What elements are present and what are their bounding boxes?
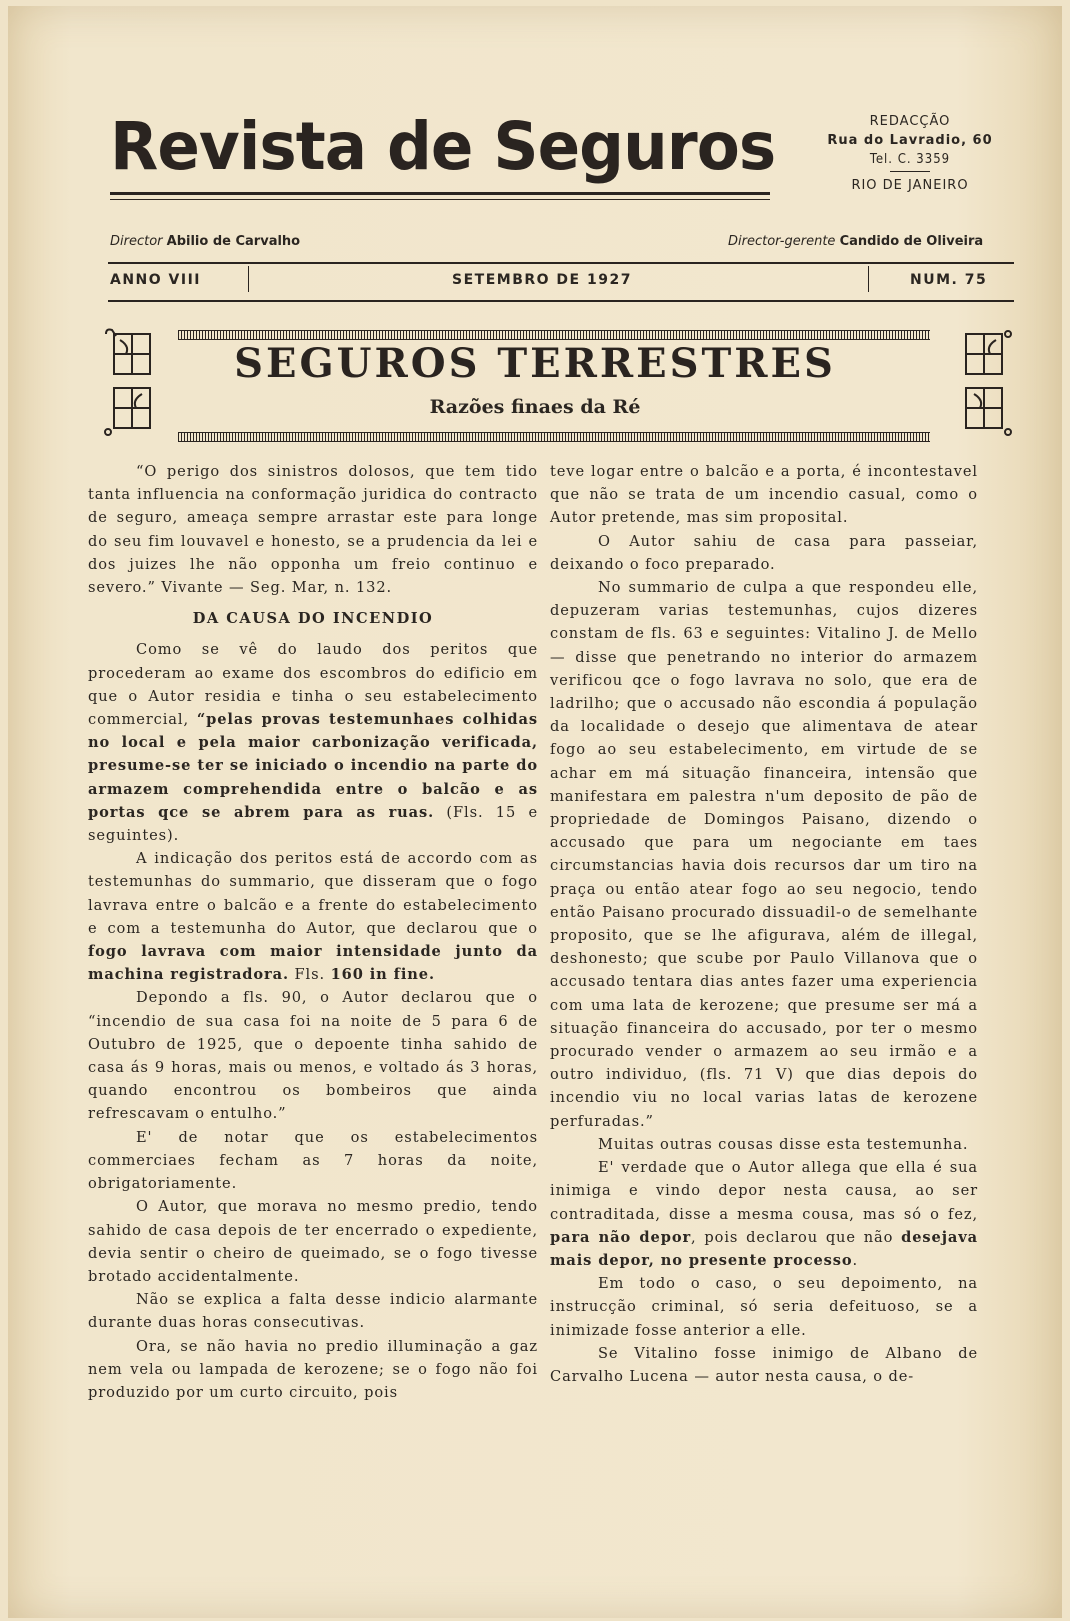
left-paragraph-2: Como se vê do laudo dos peritos que procederam ao exame dos escombros do edificio em que o Autor residia e tinha o seu estabelecimento commercial, “pelas provas testemunhaes colhidas no local e pela maior carbonização verificada, presume-se ter se iniciado o incendio na parte do armazem comprehendida entre o balcão e as portas qce se abrem para as ruas. (Fls. 15 e seguintes).: [88, 641, 538, 845]
redaccao-block: [800, 112, 1020, 195]
article-subtitle: Razões finaes da Ré: [429, 396, 641, 418]
right-paragraph-5: E' verdade que o Autor allega que ella é sua inimiga e vindo depor nesta causa, ao ser contraditada, disse a mesma cousa, mas só o fez, para não depor, pois declarou que não desejava mais depor, no presente processo.: [550, 1159, 978, 1269]
director-role: Director: [110, 234, 163, 249]
right-paragraph-1: teve logar entre o balcão e a porta, é incontestavel que não se trata de um incendio casual, como o Autor pretende, mas sim proposital.: [550, 463, 978, 527]
issue-date: SETEMBRO DE 1927: [452, 272, 632, 288]
left-paragraph-7: Não se explica a falta desse indicio alarmante durante duas horas consecutivas.: [88, 1291, 538, 1332]
redaccao-divider: [890, 171, 930, 172]
redaccao-phone: Tel. C. 3359: [869, 152, 951, 167]
right-column: [550, 460, 978, 1388]
manager-credit: [728, 234, 983, 249]
article-title: SEGUROS TERRESTRES: [234, 340, 836, 387]
left-paragraph-6: O Autor, que morava no mesmo predio, tendo sahido de casa depois de ter encerrado o expediente, devia sentir o cheiro de queimado, se o fogo tivesse brotado accidentalmente.: [88, 1198, 538, 1285]
director-credit: [110, 234, 300, 249]
issue-rule-top: [108, 262, 1014, 264]
right-paragraph-2: O Autor sahiu de casa para passeiar, deixando o foco preparado.: [550, 532, 978, 573]
redaccao-address: Rua do Lavradio, 60: [827, 133, 993, 148]
right-paragraph-7: Se Vitalino fosse inimigo de Albano de Carvalho Lucena — autor nesta causa, o de-: [550, 1344, 978, 1385]
banner-border-bottom: [178, 432, 930, 442]
redaccao-label: REDACÇÃO: [869, 114, 951, 129]
right-paragraph-3: No summario de culpa a que respondeu elle, depuzeram varias testemunhas, cujos dizeres constam de fls. 63 e seguintes: Vitalino J. de Mello — disse que penetrando no interior do armazem verificou qce o fogo lavrava no solo, que era de ladrilho; que o accusado não escondia á população da localidade o desejo que alimentava de atear fogo ao seu estabelecimento, em virtude de se achar em má situação financeira, intensão que manifestara em palestra n'um deposito de pão de propriedade de Domingos Paisano, dizendo o accusado que para um negociante em taes circumstancias havia dois recursos dar um tiro na praça ou então atear fogo ao seu negocio, tendo então Paisano procurado dissuadil-o de semelhante proposito, que se lhe afigurava, além de illegal, deshonesto; que scube por Paulo Villanova que o accusado tentara dias antes fazer uma experiencia com uma lata de kerozene; que presume ser má a situação financeira do accusado, por ter o mesmo procurado vender o armazem ao seu irmão e a outro individuo, (fls. 71 V) que dias depois do incendio viu no local varias latas de kerozene perfuradas.”: [550, 579, 978, 1130]
epigraph-quote: “O perigo dos sinistros dolosos, que tem tido tanta influencia na conformação juridica do contracto de seguro, ameaça sempre arrastar este para longe do seu fim louvavel e honesto, se a prudencia da lei e dos juizes lhe não opponha um freio continuo e severo.” Vivante — Seg. Mar, n. 132.: [88, 463, 538, 597]
issue-number: NUM. 75: [910, 272, 988, 288]
left-paragraph-4: Depondo a fls. 90, o Autor declarou que o “incendio de sua casa foi na noite de 5 para 6 de Outubro de 1925, que o depoente tinha sahido de casa ás 9 horas, mais ou menos, e voltado ás 3 horas, quando encontrou os bombeiros que ainda refrescavam o entulho.”: [88, 989, 538, 1123]
masthead-rule-top: [110, 192, 770, 195]
issue-rule-bottom: [108, 300, 1014, 302]
director-name: Abilio de Carvalho: [166, 234, 301, 249]
banner-border-top: [178, 330, 930, 340]
masthead-title: Revista de Seguros: [110, 108, 776, 185]
manager-role: Director-gerente: [728, 234, 836, 249]
manager-name: Candido de Oliveira: [839, 234, 984, 249]
issue-divider-right: [868, 266, 869, 292]
issue-divider-left: [248, 266, 249, 292]
left-paragraph-3: A indicação dos peritos está de accordo com as testemunhas do summario, que disseram que o fogo lavrava entre o balcão e a frente do estabelecimento e com a testemunha do Autor, que declarou que o fogo lavrava com maior intensidade junto da machina registradora. Fls. 160 in fine.: [88, 850, 538, 984]
left-paragraph-5: E' de notar que os estabelecimentos commerciaes fecham as 7 horas da noite, obrigatoriamente.: [88, 1128, 538, 1193]
masthead-rule-bottom: [110, 199, 770, 200]
right-paragraph-6: Em todo o caso, o seu depoimento, na instrucção criminal, só seria defeituoso, se a inimizade fosse anterior a elle.: [550, 1275, 978, 1339]
left-paragraph-8: Ora, se não havia no predio illuminação a gaz nem vela ou lampada de kerozene; se o fogo não foi produzido por um curto circuito, pois: [88, 1337, 538, 1401]
issue-year: ANNO VIII: [110, 272, 202, 288]
left-column: [88, 460, 538, 1404]
section-heading: DA CAUSA DO INCENDIO: [192, 610, 434, 628]
right-paragraph-4: Muitas outras cousas disse esta testemunha.: [598, 1135, 969, 1153]
redaccao-city: RIO DE JANEIRO: [851, 178, 969, 193]
